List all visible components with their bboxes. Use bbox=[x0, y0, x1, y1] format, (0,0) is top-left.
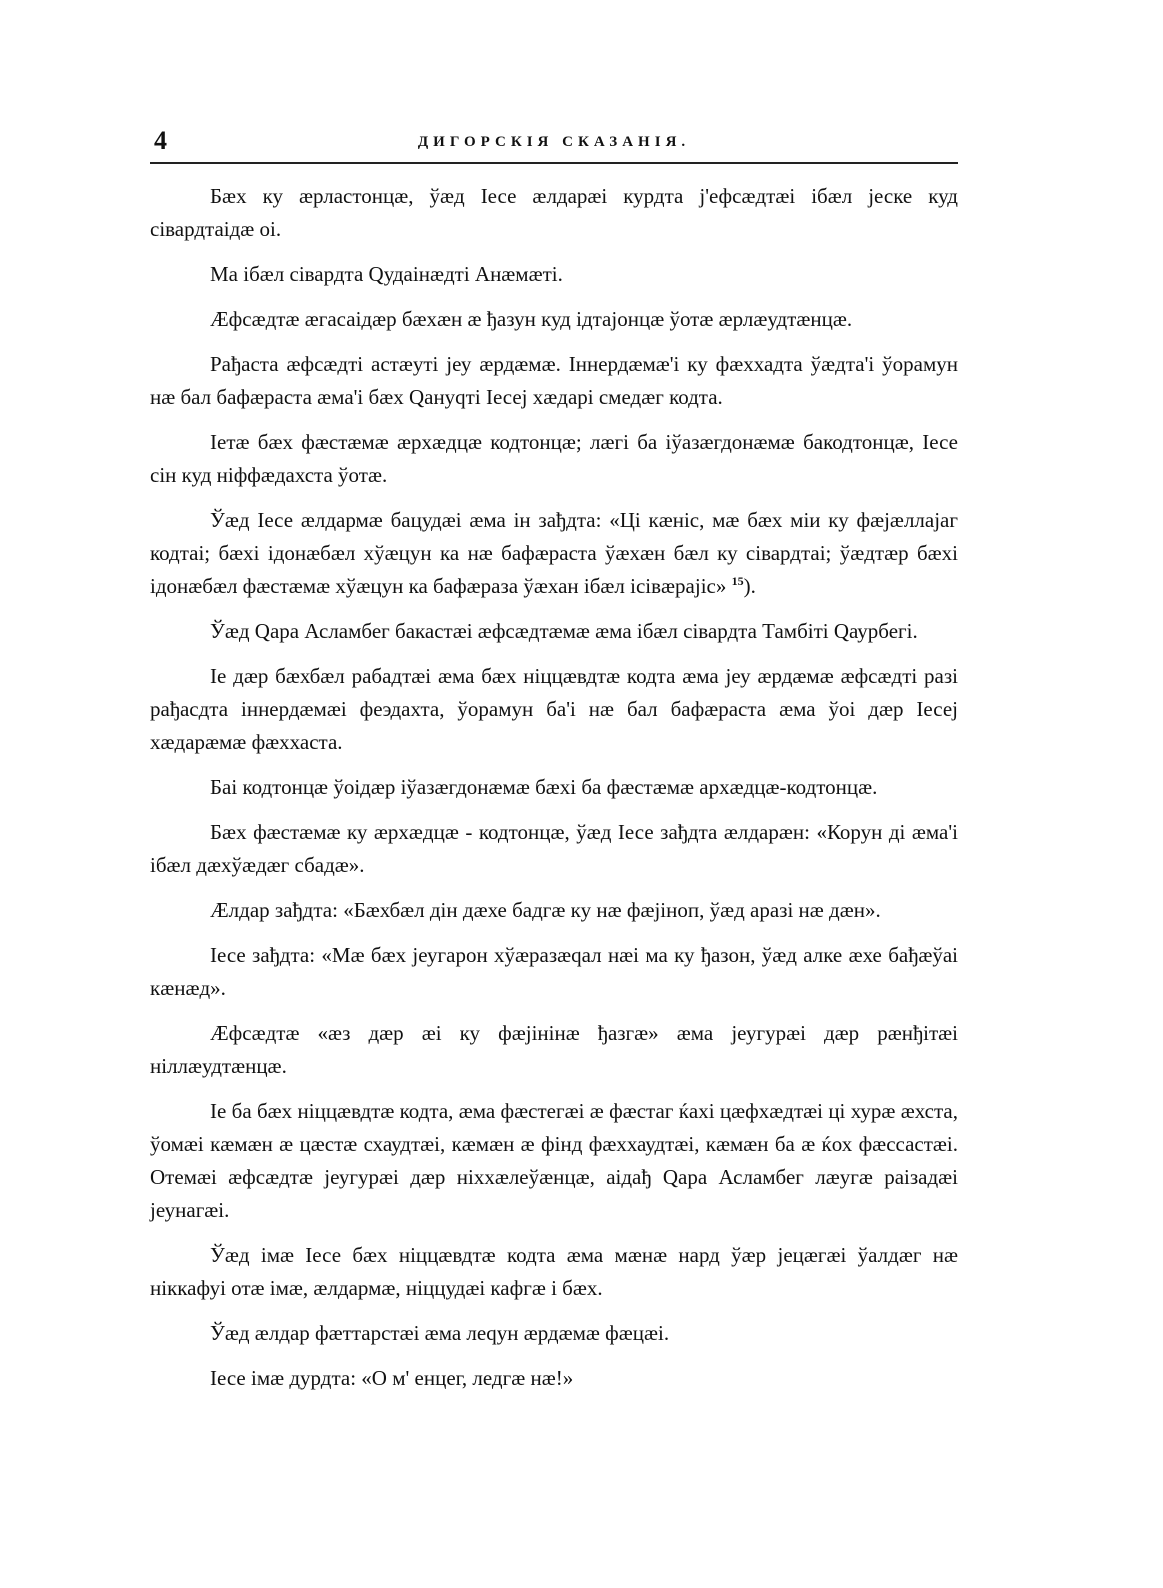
paragraph-5: Iетæ бæх фæстæмæ æрхæдцæ кодтонцæ; лæгі ба іўазæгдонæмæ бакодтонцæ, Iесе сін куд ніффæдахста ўотæ. bbox=[150, 430, 958, 487]
paragraph-11: Æлдар зађдта: «Бæхбæл дін дæхе бадгæ ку нæ фæjіноп, ўæд аразі нæ дæн». bbox=[210, 898, 881, 922]
footnote-tail: ). bbox=[743, 574, 756, 598]
paragraph-7: Ўæд Qара Асламбег бакастæі æфсæдтæмæ æма ібæл сівардта Тамбіті Qаурбегі. bbox=[210, 619, 918, 643]
paragraph-3: Æфсæдтæ æгасаідæр бæхæн æ ђазун куд ідтаjонцæ ўотæ æрлæудтæнцæ. bbox=[210, 307, 853, 331]
paragraph-8: Iе дæр бæхбæл рабадтæі æма бæх ніццæвдтæ кодта æма jеу æрдæмæ æфсæдті разі рађасдта іннердæмæі феэдахта, ўорамун ба'і нæ бал бафæраста æма ўоі дæр Iесеj хæдарæмæ фæххаста. bbox=[150, 664, 958, 754]
paragraph-15: Ўæд імæ Iесе бæх ніццæвдтæ кодта æма мæнæ нард ўæр jецæгæі ўалдæг нæ ніккафуі отæ імæ, æлдармæ, ніццудæі кафгæ і бæх. bbox=[150, 1243, 958, 1300]
footnote-ref: 15 bbox=[731, 574, 744, 588]
paragraph-4: Рађаста æфсæдті астæуті jеу æрдæмæ. Іннердæмæ'і ку фæххадта ўæдта'і ўорамун нæ бал бафæраста æма'і бæх Qануqті Iесеj хæдарі смедæг кодта. bbox=[150, 352, 958, 409]
paragraph-14: Iе ба бæх ніццæвдтæ кодта, æма фæстегæі æ фæстаг ќахі цæфхæдтæі ці хурæ æхста, ўомæі кæмæн æ цæстæ схаудтæі, кæмæн æ фінд фæххаудтæі, кæмæн ба æ ќох фæссастæі. Отемæі æфсæдтæ jеугурæі дæр ніххæлеўæнцæ, аідађ Qара Асламбег лæугæ раізадæі jеунагæі. bbox=[150, 1099, 958, 1222]
book-page bbox=[150, 120, 958, 1407]
page-header bbox=[150, 120, 958, 164]
paragraph-2: Ма ібæл сівардта Qудаінæдті Анæмæті. bbox=[210, 262, 563, 286]
paragraph-16: Ўæд æлдар фæттарстæі æма леqун æрдæмæ фæцæі. bbox=[210, 1321, 670, 1345]
paragraph-10: Бæх фæстæмæ ку æрхæдцæ - кодтонцæ, ўæд Iесе зађдта æлдарæн: «Корун ді æма'і ібæл дæхўæдæг сбадæ». bbox=[150, 820, 958, 877]
page-number: 4 bbox=[154, 126, 167, 155]
paragraph-6 bbox=[150, 504, 958, 603]
paragraph-17: Iесе імæ дурдта: «О м' енцег, ледгæ нæ!» bbox=[210, 1366, 574, 1390]
body-text bbox=[150, 180, 958, 1395]
paragraph-6-text: Ўæд Iесе æлдармæ бацудæі æма ін зађдта: «Ці кæніс, мæ бæх міи ку фæjæллаjаг кодтаі; бæхі ідонæбæл хўæцун ка нæ бафæраста ўæхæн бæл ку сівардтаі; ўæдтæр бæхі ідонæбæл фæстæмæ хўæцун ка бафæраза ўæхан ібæл ісівæраjіс» bbox=[150, 508, 958, 598]
running-title: ДИГОРСКІЯ СКАЗАНІЯ. bbox=[417, 134, 691, 150]
paragraph-9: Баі кодтонцæ ўоідæр іўазæгдонæмæ бæхі ба фæстæмæ архæдцæ-кодтонцæ. bbox=[210, 775, 878, 799]
paragraph-1: Бæх ку æрластонцæ, ўæд Iесе æлдарæі курдта j'ефсæдтæі ібæл jеске куд сівардтаідæ оі. bbox=[150, 184, 958, 241]
paragraph-13: Æфсæдтæ «æз дæр æі ку фæjінінæ ђазгæ» æма jеугурæі дæр рæнђітæі ніллæудтæнцæ. bbox=[150, 1021, 958, 1078]
paragraph-12: Iесе зађдта: «Мæ бæх jеугарон хўæразæqал нæі ма ку ђазон, ўæд алке æхе бађæўаі кæнæд». bbox=[150, 943, 958, 1000]
